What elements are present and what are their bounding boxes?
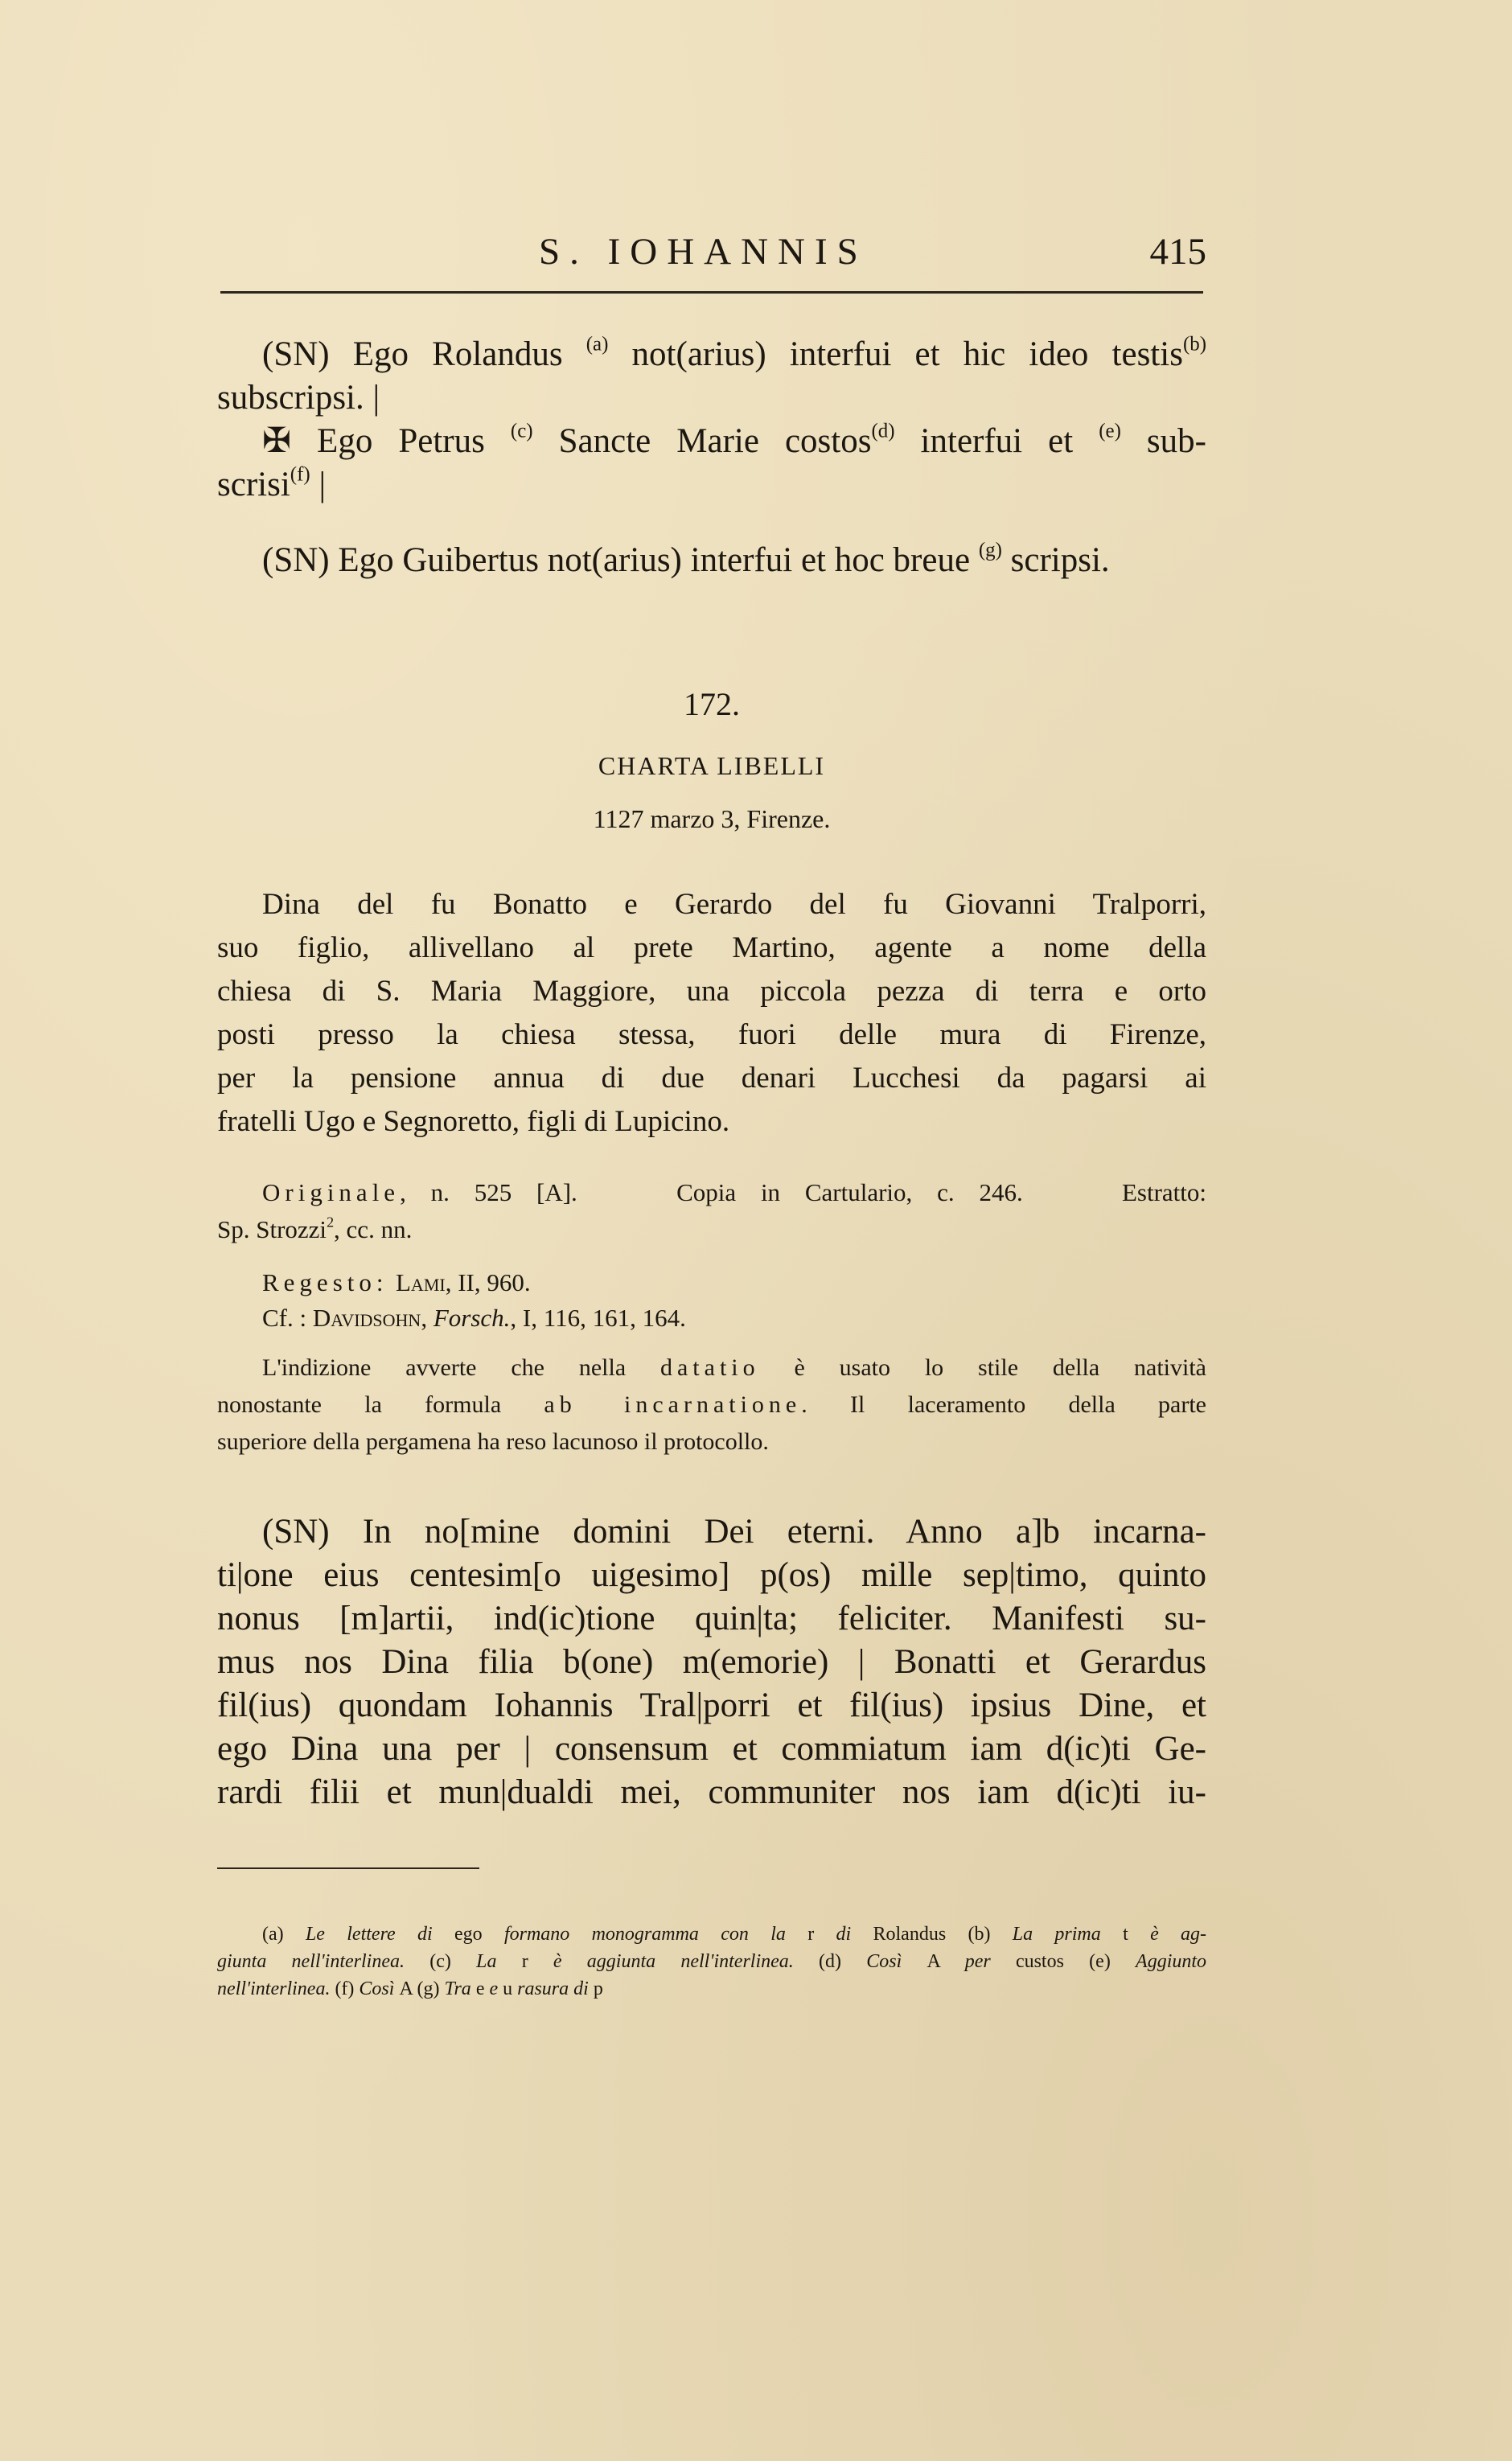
subscription-rolandus (217, 333, 1206, 420)
footnote-segment: (g) (417, 1978, 445, 1999)
footnotes (217, 1921, 1206, 2003)
text: Copia in Cartulario, c. 246. (676, 1178, 1023, 1206)
author: Lami (396, 1268, 446, 1296)
running-header (217, 230, 1206, 294)
text: Sancte Marie costos (532, 422, 872, 460)
footnote-segment: (f) (335, 1978, 360, 1999)
footnote-mark: (a) (585, 333, 609, 355)
text: , II, 960. (445, 1268, 531, 1296)
footnote-segment: Così (359, 1978, 400, 1999)
text: è usato lo stile della natività (759, 1354, 1206, 1381)
footnote-segment: La prima (1012, 1924, 1124, 1945)
text-line: mus nos Dina filia b(one) m(emorie) | Bonatti et Gerardus (217, 1643, 1206, 1681)
document-type: CHARTA LIBELLI (598, 751, 826, 780)
dating-note (217, 1350, 1206, 1461)
text: nonostante la formula (217, 1391, 544, 1418)
footnote-segment: per (964, 1951, 1016, 1972)
footnote-segment: (a) (262, 1924, 306, 1945)
tradition (217, 1174, 1206, 1248)
footnote-segment: r (807, 1924, 836, 1945)
originale-label: Originale (262, 1178, 401, 1206)
footnote-mark: (c) (510, 420, 533, 442)
footnote-segment: t (1123, 1924, 1151, 1945)
text: sub- (1120, 422, 1206, 460)
running-title: S. IOHANNIS (539, 231, 868, 273)
text-line: nonus [m]artii, ind(ic)tione quin|ta; feliciter. Manifesti su- (217, 1600, 1206, 1637)
cross-sign-icon: ✠ (262, 422, 292, 460)
subscription-guibertus (217, 539, 1206, 582)
text: Ego Petrus (291, 422, 511, 460)
page (217, 0, 1206, 2461)
cf: Cf. : Davidsohn, Forsch., I, 116, 161, 164. (262, 1304, 686, 1332)
document-summary (217, 883, 1206, 1144)
footnote-segment: (b) (968, 1924, 1013, 1945)
text: scrisi (217, 466, 290, 503)
footnote-segment: Così (866, 1951, 927, 1972)
header-rule (220, 291, 1203, 294)
footnote-segment: è aggiunta nell'interlinea. (553, 1951, 820, 1972)
footnote-mark: (b) (1182, 333, 1207, 355)
page-number: 415 (1149, 231, 1206, 273)
footnote-segment: (e) (1089, 1951, 1136, 1972)
summary-line: chiesa di S. Maria Maggiore, una piccola pezza di terra e orto (217, 975, 1206, 1008)
footnote-segment: A (399, 1978, 417, 1999)
footnote-segment: è ag- (1150, 1924, 1207, 1945)
summary-line: Dina del fu Bonatto e Gerardo del fu Giovanni Tralporri, (262, 888, 1206, 921)
regesto-label: Regesto (262, 1268, 376, 1296)
text: not(arius) interfui et hic ideo testis (608, 335, 1183, 373)
text: | (310, 466, 327, 503)
estratto-label: Estratto (1121, 1178, 1200, 1206)
text: , cc. nn. (334, 1215, 413, 1243)
author: Davidsohn (312, 1304, 421, 1332)
text: L'indizione avverte che nella (262, 1354, 660, 1381)
footnote-segment: r (521, 1951, 553, 1972)
text-line: rardi filii et mun|dualdi mei, communiter nos iam d(ic)ti iu- (217, 1773, 1206, 1811)
footnote-segment: u (503, 1978, 518, 1999)
text: : (376, 1268, 384, 1296)
summary-line: per la pensione annua di due denari Lucchesi da pagarsi ai (217, 1062, 1206, 1095)
charter-text (217, 1510, 1206, 1814)
text: subscripsi. | (217, 379, 380, 417)
footnote-segment: Aggiunto (1136, 1951, 1207, 1972)
footnote-mark: (f) (290, 463, 310, 486)
text: , n. 525 [A]. (400, 1178, 577, 1206)
text: . Il laceramento della parte (801, 1391, 1206, 1418)
regesto (217, 1264, 1206, 1301)
footnote-mark: (g) (978, 539, 1002, 561)
footnote-segment: (c) (429, 1951, 477, 1972)
footnote-segment: A (927, 1951, 965, 1972)
footnote-segment: ego (454, 1924, 504, 1945)
footnote-segment: p (593, 1978, 603, 1999)
summary-line: fratelli Ugo e Segnoretto, figli di Lupicino. (217, 1105, 730, 1138)
text: interfui et (894, 422, 1099, 460)
footnote-segment: di (836, 1924, 873, 1945)
text-line: (SN) In no[mine domini Dei eterni. Anno a]b incarna- (262, 1513, 1206, 1551)
summary-line: suo figlio, allivellano al prete Martino, agente a nome della (217, 931, 1206, 964)
footnote-segment: e (489, 1978, 503, 1999)
text-line: ego Dina una per | consensum et commiatum iam d(ic)ti Ge- (217, 1730, 1206, 1768)
footnote-segment: (d) (819, 1951, 867, 1972)
footnote-segment: Rolandus (873, 1924, 968, 1945)
text: Cf. : (262, 1304, 313, 1332)
footnote-segment: e (475, 1978, 490, 1999)
text-line: fil(ius) quondam Iohannis Tral|porri et fil(ius) ipsius Dine, et (217, 1687, 1206, 1724)
text: scripsi. (1001, 541, 1110, 579)
subscription-petrus (217, 420, 1206, 507)
document-date-place: 1127 marzo 3, Firenze. (593, 804, 831, 833)
footnote-mark: (d) (871, 420, 895, 442)
footnote-line (217, 1975, 1206, 2003)
text: datatio (659, 1354, 760, 1381)
superscript: 2 (327, 1214, 335, 1230)
text: (SN) Ego Rolandus (262, 335, 563, 373)
footnote-segment: giunta nell'interlinea. (217, 1951, 430, 1972)
text: : (1199, 1178, 1206, 1206)
text: , I, 116, 161, 164. (510, 1304, 686, 1332)
footnote-segment: Le lettere di (305, 1924, 454, 1945)
summary-line: posti presso la chiesa stessa, fuori delle mura di Firenze, (217, 1018, 1206, 1051)
footnote-segment: custos (1015, 1951, 1090, 1972)
document-number: 172. (684, 686, 740, 722)
footnote-mark: (e) (1099, 420, 1121, 442)
text-line: ti|one eius centesim[o uigesimo] p(os) mille sep|timo, quinto (217, 1556, 1206, 1594)
work-title: Forsch. (433, 1304, 511, 1332)
text: Sp. Strozzi (217, 1215, 327, 1243)
footnote-segment: rasura di (517, 1978, 594, 1999)
footnote-line (217, 1921, 1206, 1948)
footnote-segment: Tra (444, 1978, 476, 1999)
footnote-line (217, 1948, 1206, 1975)
footnote-segment: nell'interlinea. (217, 1978, 335, 1999)
footnote-rule (217, 1867, 479, 1869)
text: superiore della pergamena ha reso lacunoso il protocollo. (217, 1428, 769, 1455)
footnote-segment: formano monogramma con la (503, 1924, 808, 1945)
footnote-segment: La (476, 1951, 522, 1972)
text: (SN) Ego Guibertus not(arius) interfui et hoc breue (262, 541, 979, 579)
text: ab incarnatione (544, 1391, 802, 1418)
